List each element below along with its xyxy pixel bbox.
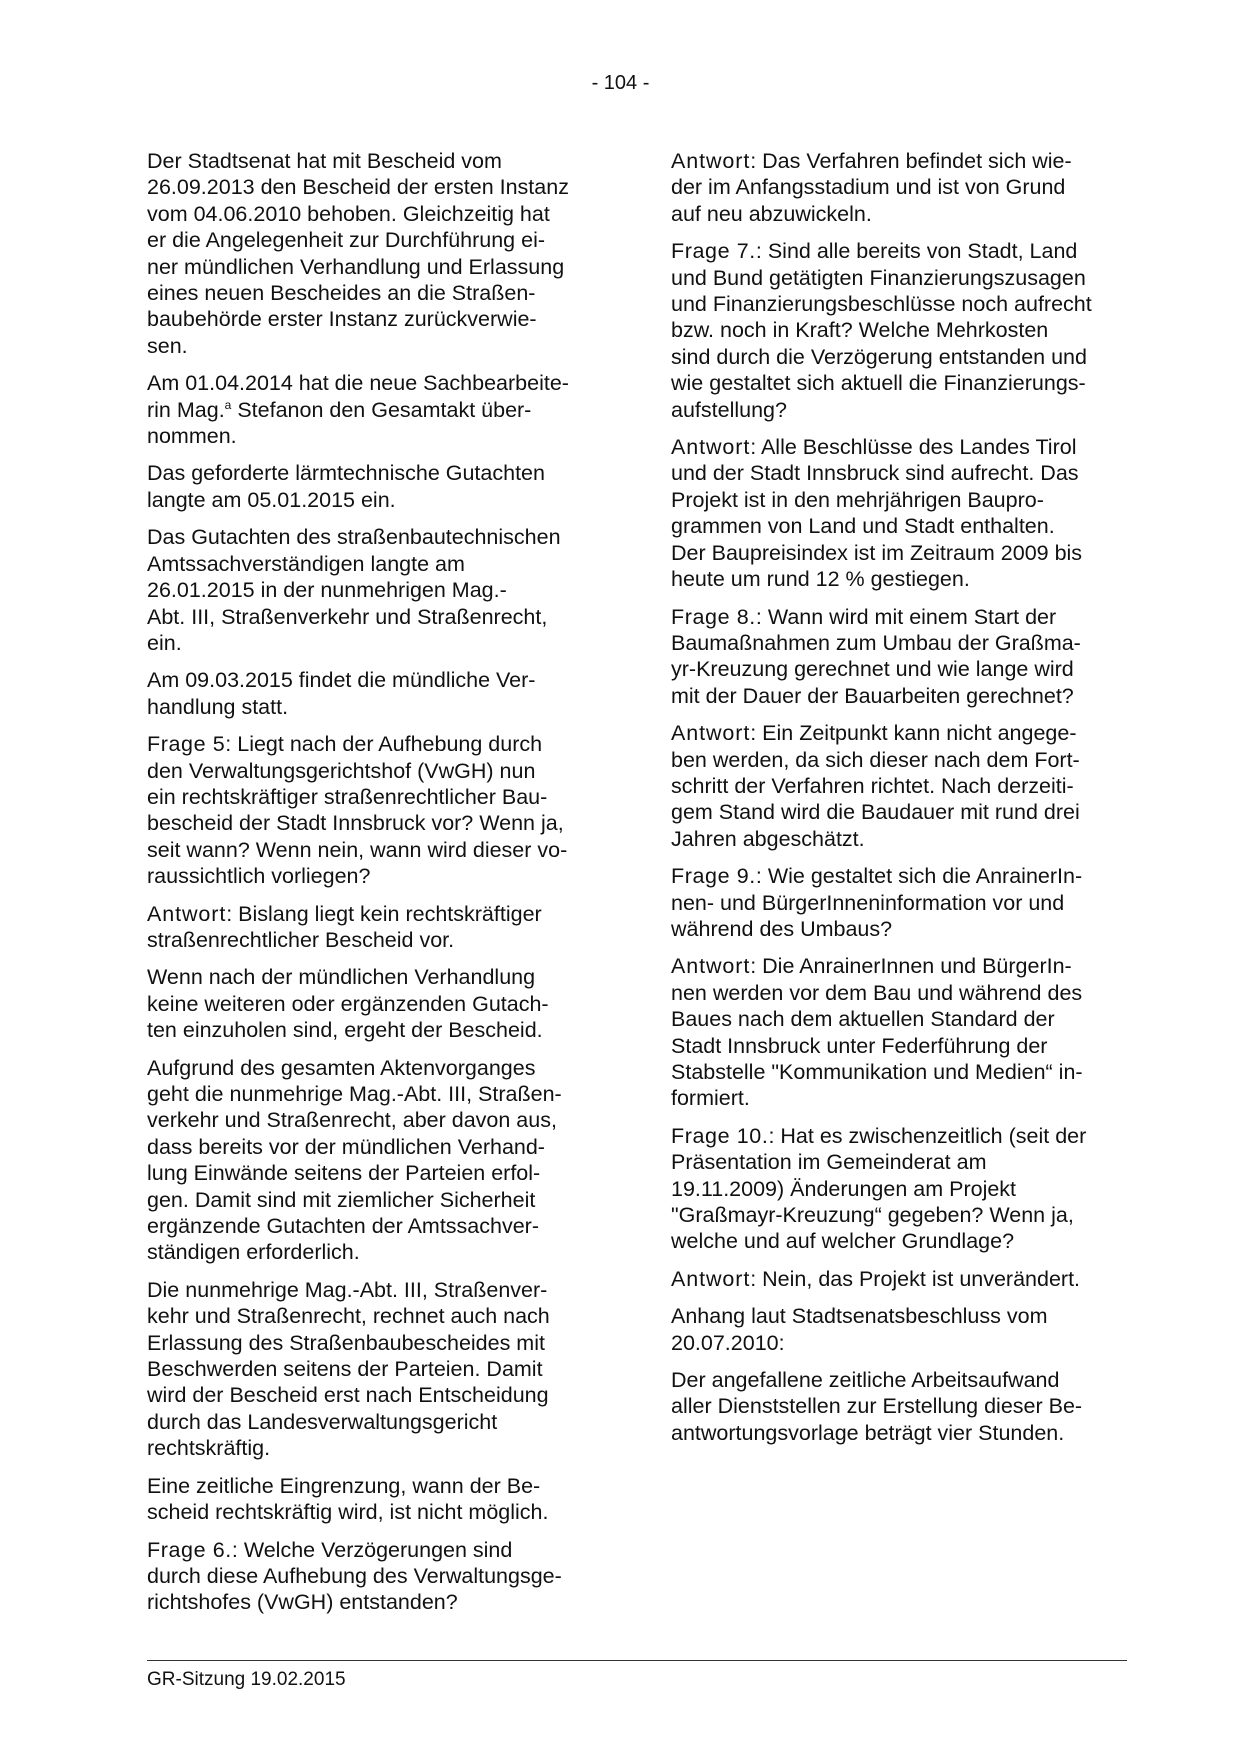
answer-5-label: Antwort [147, 901, 227, 926]
paragraph-bescheid-ergeht: Wenn nach der mündlichen Verhandlung keine weiteren oder ergänzenden Gutach- ten einzuholen sind, ergeht der Bescheid. [147, 965, 549, 1043]
question-9 [671, 863, 1126, 942]
answer-8-label: Antwort [671, 721, 751, 746]
paragraph-aktenvorgang: Aufgrund des gesamten Aktenvorganges geht die nunmehrige Mag.-Abt. III, Straßen- verkehr und Straßenrecht, aber davon aus, dass bereits vor der mündlichen Verhand- lung Einwände seitens der Parteien erfol- gen. Damit sind mit ziemlicher Sicherheit ergänzende Gutachten der Amtssachver- ständigen erforderlich. [147, 1055, 562, 1265]
question-10-label: Frage 10. [671, 1123, 769, 1148]
question-10-text: : Hat es zwischenzeitlich (seit der Präsentation im Gemeinderat am 19.11.2009) Änderungen am Projekt "Graßmayr-Kreuzung“ gegeben? Wenn ja, welche und auf welcher Grundlage? [671, 1123, 1087, 1254]
question-5 [147, 731, 602, 889]
footer-divider [147, 1660, 1127, 1661]
answer-7-label: Antwort [671, 435, 751, 460]
question-5-text: : Liegt nach der Aufhebung durch den Verwaltungsgerichtshof (VwGH) nun ein rechtskräftiger straßenrechtlicher Bau- bescheid der Stadt Innsbruck vor? Wenn ja, seit wann? Wenn nein, wann wird dieser vo- raussichtlich vorliegen? [147, 732, 568, 889]
question-5-label: Frage 5 [147, 732, 226, 757]
question-8 [671, 604, 1126, 710]
footer-session-label: GR-Sitzung 19.02.2015 [147, 1669, 346, 1690]
question-6 [147, 1537, 602, 1616]
question-9-text: : Wie gestaltet sich die AnrainerIn- nen- und BürgerInneninformation vor und während des Umbaus? [671, 864, 1083, 941]
answer-6 [671, 148, 1126, 227]
sachbearbeiterin-before-sup: rin Mag. [147, 397, 225, 422]
question-9-label: Frage 9. [671, 864, 756, 889]
question-6-label: Frage 6. [147, 1537, 232, 1562]
answer-6-text: : Das Verfahren befindet sich wie- der im Anfangsstadium und ist von Grund auf neu abzuwickeln. [671, 149, 1072, 226]
paragraph-stadtsenat-bescheid: Der Stadtsenat hat mit Bescheid vom 26.09.2013 den Bescheid der ersten Instanz vom 04.06.2010 behoben. Gleichzeitig hat er die Angelegenheit zur Durchführung ei- ner mündlichen Verhandlung und Erlassung eines neuen Bescheides an die Straßen- baubehörde erster Instanz zurückverwie- sen. [147, 149, 569, 358]
answer-9 [671, 953, 1126, 1111]
answer-9-text: : Die AnrainerInnen und BürgerIn- nen werden vor dem Bau und während des Baues nach dem aktuellen Standard der Stadt Innsbruck unter Federführung der Stabstelle "Kommunikation und Medien“ in- formiert. [671, 954, 1083, 1111]
paragraph-eingrenzung: Eine zeitliche Eingrenzung, wann der Be- scheid rechtskräftig wird, ist nicht möglich. [147, 1473, 549, 1525]
paragraph-verhandlung: Am 09.03.2015 findet die mündliche Ver- handlung statt. [147, 668, 536, 719]
sachbearbeiterin-line-3: nommen. [147, 424, 237, 449]
answer-8-text: : Ein Zeitpunkt kann nicht angege- ben werden, da sich dieser nach dem Fort- schritt der Verfahren richtet. Nach derzeiti- gem Stand wird die Baudauer mit rund drei Jahren abgeschätzt. [671, 721, 1080, 851]
paragraph-sachbearbeiterin [147, 370, 602, 449]
question-8-label: Frage 8. [671, 604, 756, 629]
left-column [147, 148, 602, 1627]
answer-7 [671, 434, 1126, 592]
question-7 [671, 238, 1126, 423]
answer-10-text: : Nein, das Projekt ist unverändert. [750, 1266, 1081, 1291]
answer-10-label: Antwort [671, 1266, 751, 1291]
answer-9-label: Antwort [671, 954, 751, 979]
paragraph-strassenbau-gutachten: Das Gutachten des straßenbautechnischen Amtssachverständigen langte am 26.01.2015 in der nunmehrigen Mag.- Abt. III, Straßenverkehr und Straßenrecht, ein. [147, 525, 561, 655]
paragraph-beschwerden: Die nunmehrige Mag.-Abt. III, Straßenver- kehr und Straßenrecht, rechnet auch nach Erlassung des Straßenbaubescheides mit Beschwerden seitens der Parteien. Damit wird der Bescheid erst nach Entscheidung durch das Landesverwaltungsgericht rechtskräftig. [147, 1277, 550, 1461]
superscript-a: a [224, 397, 232, 412]
paragraph-anhang: Anhang laut Stadtsenatsbeschluss vom 20.07.2010: [671, 1304, 1048, 1355]
question-8-text: : Wann wird mit einem Start der Baumaßnahmen zum Umbau der Graßma- yr-Kreuzung gerechnet und wie lange wird mit der Dauer der Bauarbeiten gerechnet? [671, 604, 1081, 708]
answer-10 [671, 1266, 1126, 1292]
sachbearbeiterin-after-sup: Stefanon den Gesamtakt über- [231, 397, 532, 422]
answer-8 [671, 720, 1126, 852]
question-7-label: Frage 7. [671, 239, 756, 264]
question-10 [671, 1123, 1126, 1255]
right-column [671, 148, 1126, 1457]
answer-6-label: Antwort [671, 149, 751, 173]
answer-5 [147, 901, 602, 954]
page-number: - 104 - [591, 72, 650, 94]
answer-5-text: : Bislang liegt kein rechtskräftiger straßenrechtlicher Bescheid vor. [147, 901, 542, 952]
question-6-text: : Welche Verzögerungen sind durch diese Aufhebung des Verwaltungsge- richtshofes (VwGH) entstanden? [147, 1537, 562, 1615]
sachbearbeiterin-line-1: Am 01.04.2014 hat die neue Sachbearbeite- [147, 371, 569, 396]
paragraph-arbeitsaufwand: Der angefallene zeitliche Arbeitsaufwand aller Dienststellen zur Erstellung dieser Be- antwortungsvorlage beträgt vier Stunden. [671, 1368, 1083, 1445]
question-7-text: : Sind alle bereits von Stadt, Land und Bund getätigten Finanzierungszusagen und Finanzierungsbeschlüsse noch aufrecht bzw. noch in Kraft? Welche Mehrkosten sind durch die Verzögerung entstanden und wie gestaltet sich aktuell die Finanzierungs- aufstellung? [671, 239, 1092, 422]
paragraph-laermgutachten: Das geforderte lärmtechnische Gutachten langte am 05.01.2015 ein. [147, 461, 545, 512]
answer-7-text: : Alle Beschlüsse des Landes Tirol und der Stadt Innsbruck sind aufrecht. Das Projekt ist in den mehrjährigen Baupro- grammen von Land und Stadt enthalten. Der Baupreisindex ist im Zeitraum 2009 bis heute um rund 12 % gestiegen. [671, 435, 1083, 592]
